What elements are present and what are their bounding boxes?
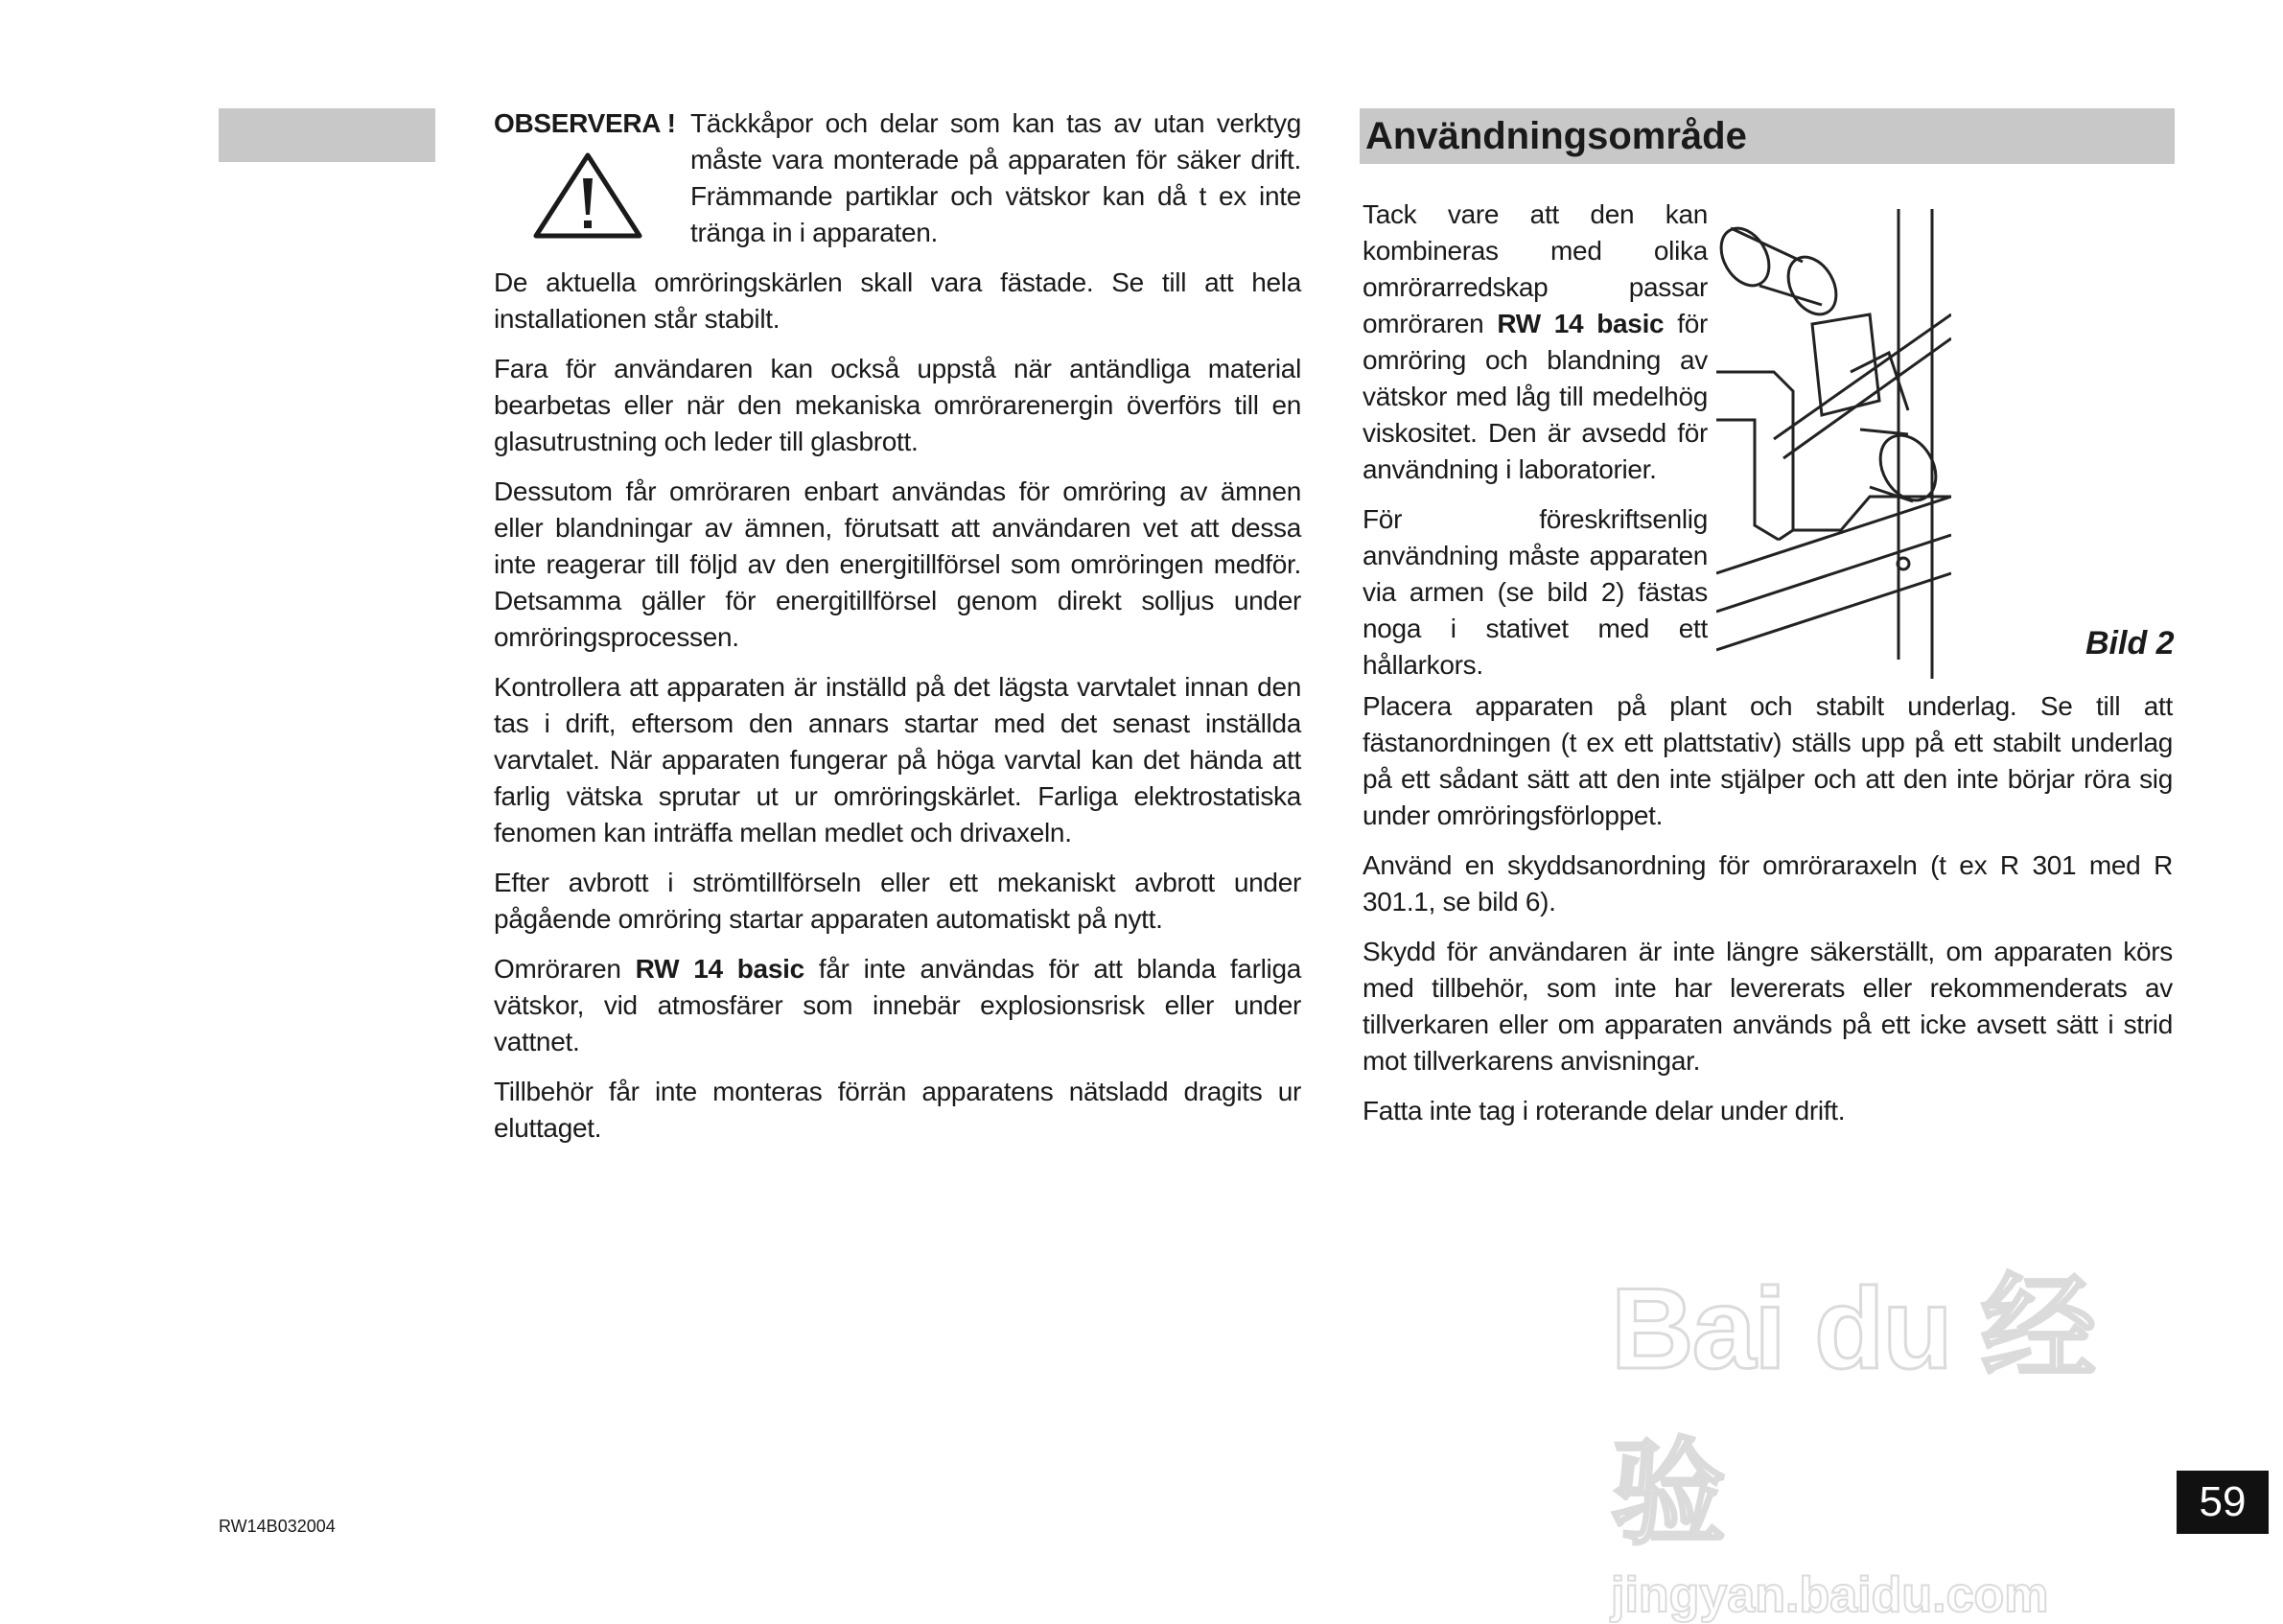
paragraph-vessels: De aktuella omröringskärlen skall vara fästade. Se till att hela installationen står stabilt.	[494, 267, 1301, 334]
stand-clamp-illustration	[1716, 209, 1951, 679]
page-number: 59	[2177, 1471, 2269, 1534]
left-column	[494, 105, 1301, 1160]
r-p1-pre: Tack vare att den kan kombineras med olika omrörarredskap passar omröraren	[1363, 199, 1708, 338]
paragraph-mounting: För föreskriftsenlig användning måste apparaten via armen (se bild 2) fästas noga i stativet med ett hållarkors.	[1363, 504, 1708, 680]
paragraph-user-protection: Skydd för användaren är inte längre säkerställt, om apparaten körs med tillbehör, som inte har levererats eller rekommenderats av tillverkaren eller om apparaten används på ett icke avsett sätt i strid mot tillverkarens anvisningar.	[1363, 937, 2173, 1076]
warning-triangle-icon	[532, 151, 643, 240]
paragraph-intended-use	[1363, 197, 1708, 488]
margin-tab	[219, 108, 435, 162]
section-heading: Användningsområde	[1360, 108, 2175, 164]
watermark	[1611, 1237, 2148, 1623]
paragraph-rotating-parts: Fatta inte tag i roterande delar under drift.	[1363, 1096, 1846, 1125]
paragraph-speed: Kontrollera att apparaten är inställd på det lägsta varvtalet innan den tas i drift, eftersom den annars startar med det senast inställda varvtalet. När apparaten fungerar på höga varvtal kan det hända att farlig vätska sprutar ut ur omröringskärlet. Farliga elektrostatiska fenomen kan inträffa mellan medlet och drivaxeln.	[494, 672, 1301, 847]
product-name-right: RW 14 basic	[1497, 309, 1665, 338]
watermark-brand: Bai du 经验	[1611, 1264, 2095, 1558]
observera-block	[494, 105, 1301, 265]
document-code: RW14B032004	[219, 1517, 336, 1536]
observera-label: OBSERVERA !	[494, 108, 676, 138]
observera-text: Täckkåpor och delar som kan tas av utan verktyg måste vara monterade på apparaten för säker drift. Främmande partiklar och vätskor kan då t ex inte tränga in i apparaten.	[690, 108, 1301, 247]
p6-post: får inte användas för att blanda farliga vätskor, vid atmosfärer som innebär explosionsrisk eller under vattnet.	[494, 954, 1301, 1056]
product-name: RW 14 basic	[635, 954, 804, 984]
r-p1-post: för omröring och blandning av vätskor med låg till medelhög viskositet. Den är avsedd för användning i laboratorier.	[1363, 309, 1708, 484]
paragraph-hazardous	[494, 951, 1301, 1060]
p6-pre: Omröraren	[494, 954, 636, 984]
right-column-top	[1363, 197, 1708, 697]
paragraph-substances: Dessutom får omröraren enbart användas för omröring av ämnen eller blandningar av ämnen, förutsatt att användaren vet att dessa inte reagerar till följd av den energitillförsel som omröringen medför. Detsamma gäller för energitillförsel genom direkt solljus under omröringsprocessen.	[494, 476, 1301, 652]
paragraph-accessories: Tillbehör får inte monteras förrän apparatens nätsladd dragits ur eluttaget.	[494, 1077, 1301, 1143]
paragraph-placement: Placera apparaten på plant och stabilt underlag. Se till att fästanordningen (t ex ett plattstativ) ställs upp på ett stabilt underlag på ett sådant sätt att den inte stjälper och att den inte börjar röra sig under omröringsförloppet.	[1363, 691, 2173, 830]
paragraph-power-failure: Efter avbrott i strömtillförseln eller ett mekaniskt avbrott under pågående omröring startar apparaten automatiskt på nytt.	[494, 868, 1301, 934]
watermark-url: jingyan.baidu.com	[1611, 1567, 2049, 1623]
paragraph-shaft-guard: Använd en skyddsanordning för omröraraxeln (t ex R 301 med R 301.1, se bild 6).	[1363, 850, 2173, 916]
figure-label: Bild 2	[2085, 625, 2175, 661]
paragraph-danger: Fara för användaren kan också uppstå när antändliga material bearbetas eller när den mekaniska omrörarenergin överförs till en glasutrustning och leder till glasbrott.	[494, 354, 1301, 456]
right-column-bottom	[1363, 688, 2173, 1143]
observera-side	[494, 105, 690, 249]
